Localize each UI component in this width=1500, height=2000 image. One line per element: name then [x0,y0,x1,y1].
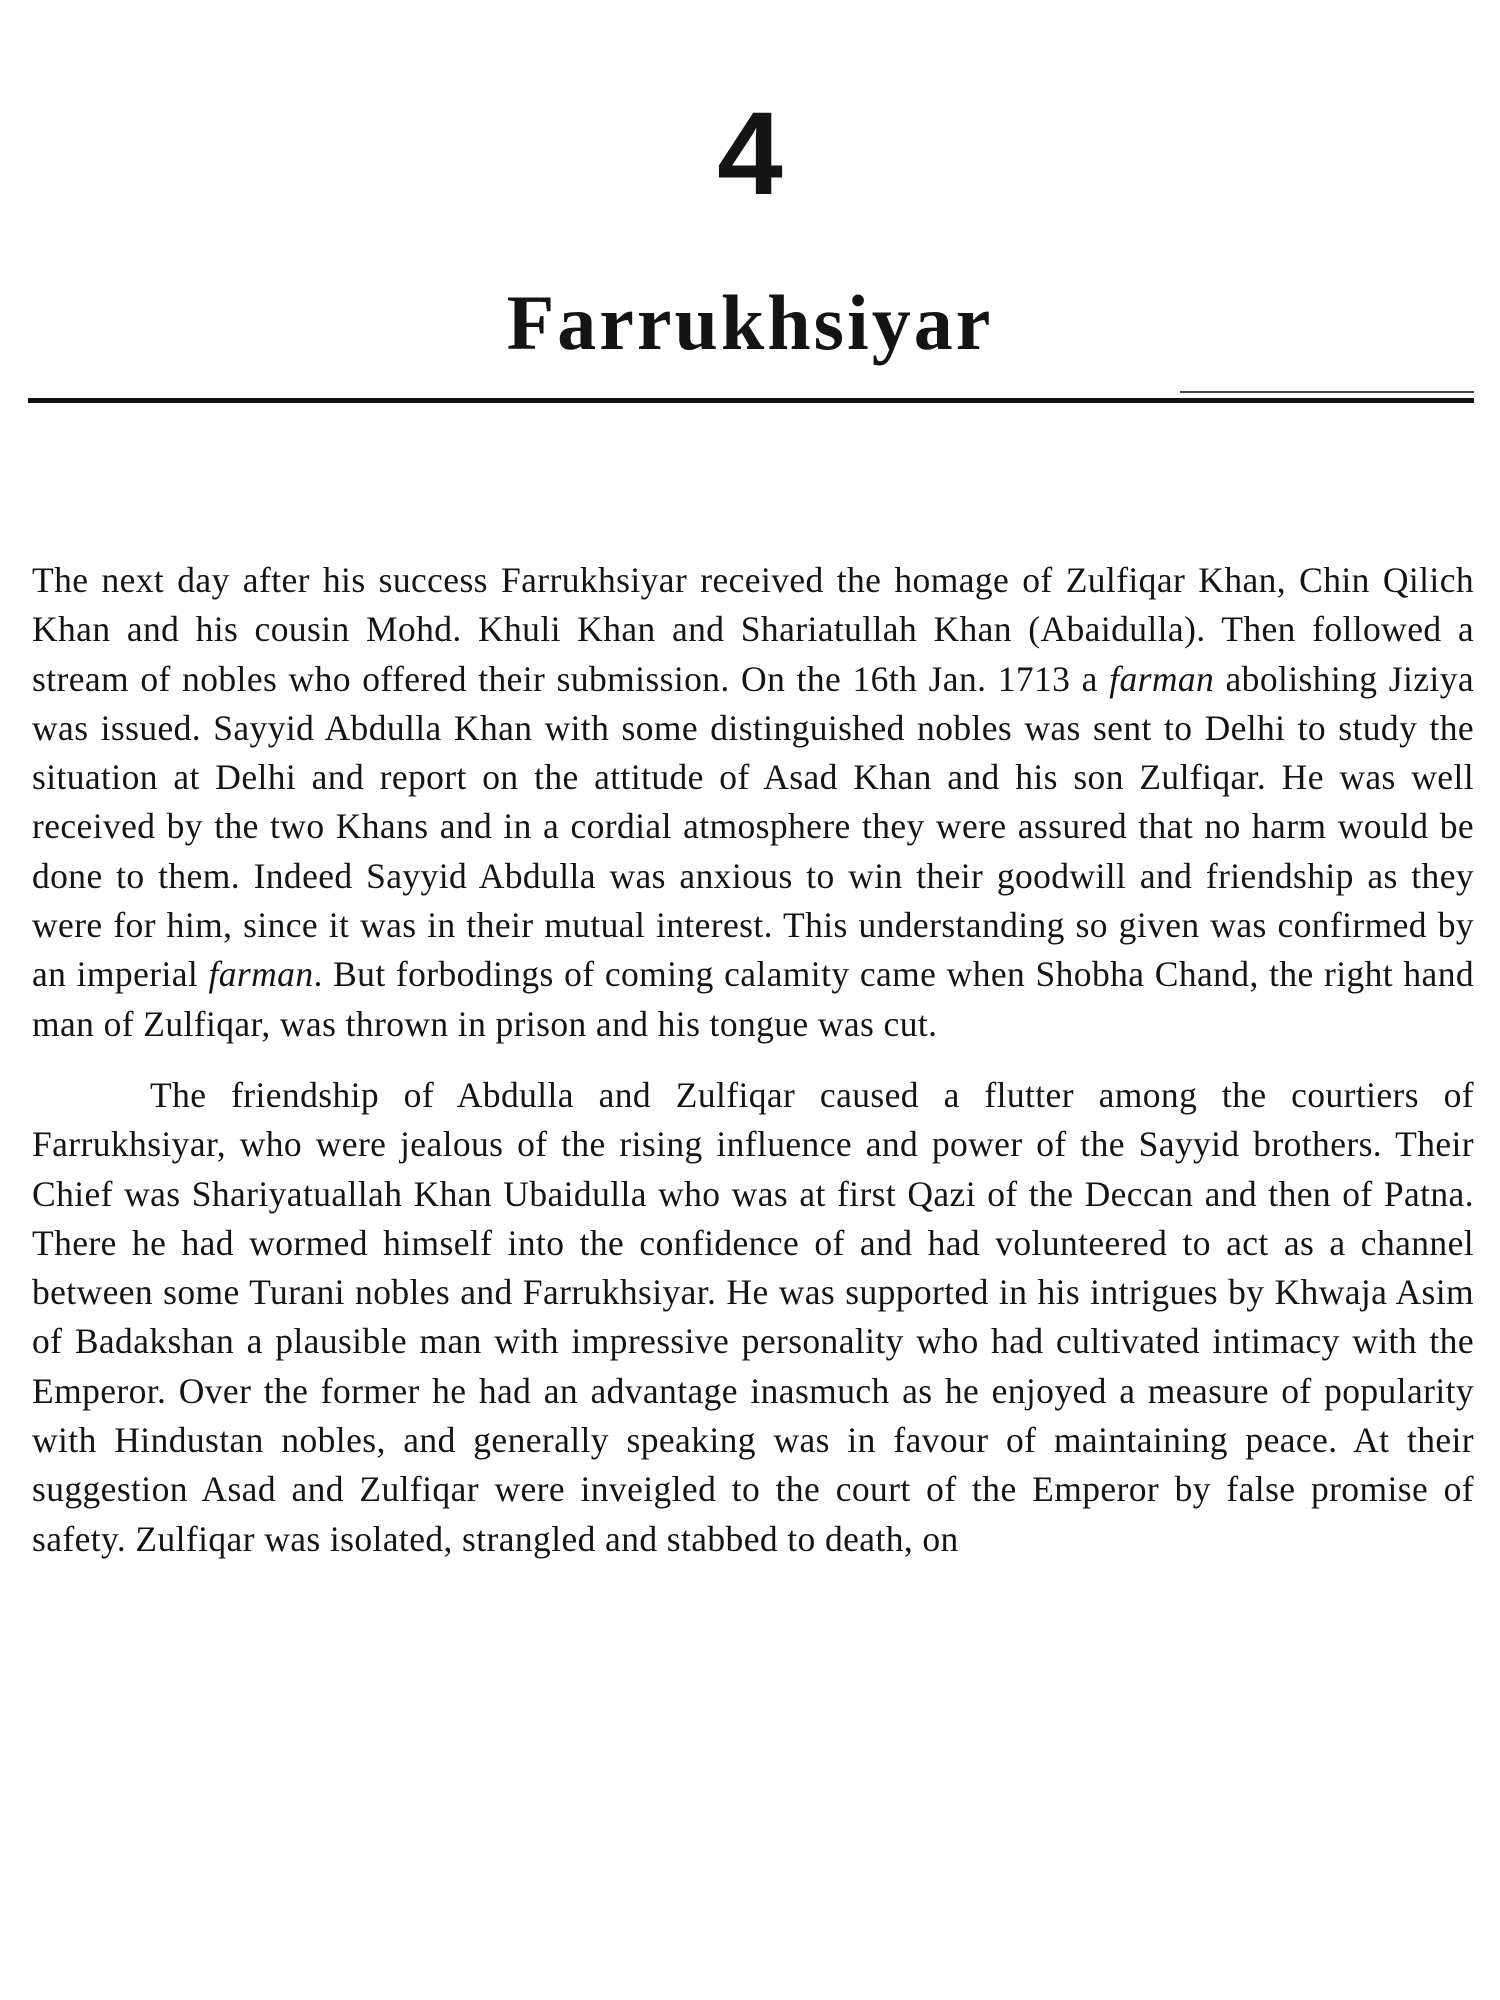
title-rule-thin [1180,391,1474,393]
title-rule [28,398,1474,403]
chapter-number: 4 [717,88,783,220]
paragraph-2-text: The friendship of Abdulla and Zulfiqar caused a flutter among the courtiers of Farrukhsiyar, who were jealous of the rising influence and power of the Sayyid brothers. Their Chief was Shariyatuallah Khan Ubaidulla who was at first Qazi of the Deccan and then of Patna. There he had wormed himself into the confidence of and had volunteered to act as a channel between some Turani nobles and Farrukhsiyar. He was supported in his intrigues by Khwaja Asim of Badakshan a plausible man with impressive personality who had cultivated intimacy with the Emperor. Over the former he had an advantage inasmuch as he enjoyed a measure of popularity with Hindustan nobles, and generally speaking was in favour of maintaining peace. At their suggestion Asad and Zulfiqar were inveigled to the court of the Emperor by false promise of safety. Zulfiqar was isolated, strangled and stabbed to death, on [32,1074,1474,1559]
paragraph-1-text-a: The next day after his success Farrukhsiyar received the homage of Zulfiqar Khan, Chin Qilich Khan and his cousin Mohd. Khuli Khan and Shariatullah Khan (Abaidulla). Then followed a stream of nobles who offered their submission. On the 16th Jan. 1713 a [32,560,1474,699]
paragraph-1-farman-term: farman [1109,658,1215,699]
paragraph-1-text-c: . But forbodings of coming calamity came when Shobha Chand, the right hand man of Zulfiqar, was thrown in prison and his tongue was cut. [32,954,1475,1044]
chapter-title: Farrukhsiyar [506,279,994,366]
paragraph-1 [32,556,1474,1049]
paragraph-1-text-b: abolishing Jiziya was issued. Sayyid Abdulla Khan with some distinguished nobles was sent to Delhi to study the situation at Delhi and report on the attitude of Asad Khan and his son Zulfiqar. He was well received by the two Khans and in a cordial atmosphere they were assured that no harm would be done to them. Indeed Sayyid Abdulla was anxious to win their goodwill and friendship as they were for him, since it was in their mutual interest. This understanding so given was confirmed by an imperial [32,658,1474,995]
paragraph-1-farman-term-2: farman [208,954,314,995]
chapter-body [32,556,1474,1564]
paragraph-2 [32,1071,1474,1564]
